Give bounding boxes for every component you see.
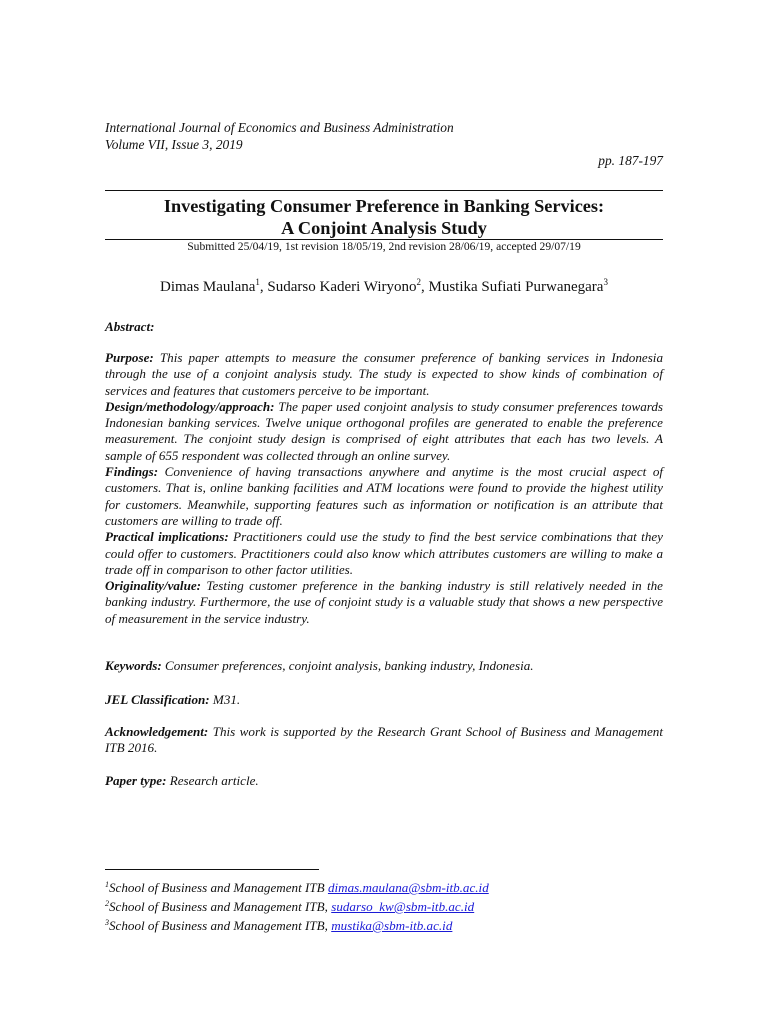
section-text: Convenience of having transactions anywhere and anytime is the most crucial aspect of customers. That is, online banking facilities and ATM locations were found to provide the highest utility for customers. Meanwhile, supporting features such as information or notification is an attribute that customers are willing to trade off.: [105, 464, 663, 528]
ack-label: Acknowledgement:: [105, 724, 209, 739]
page-range: pp. 187-197: [598, 153, 663, 168]
footnote-3: [105, 915, 489, 934]
jel-classification: [105, 692, 663, 708]
footnote-rule: [105, 869, 319, 870]
footnote-affiliation: School of Business and Management ITB: [109, 880, 328, 895]
abstract-design: [105, 399, 663, 464]
paper-type-text: Research article.: [166, 773, 259, 788]
section-label: Design/methodology/approach:: [105, 398, 275, 414]
jel-label: JEL Classification:: [105, 692, 210, 707]
footnote-2: [105, 896, 489, 915]
title-line-1: Investigating Consumer Preference in Banking Services:: [163, 196, 605, 216]
section-text: Testing customer preference in the banking industry is still relatively needed in the banking industry. Furthermore, the use of conjoint study is a valuable study that shows a new perspective of measurement in the service industry.: [105, 578, 663, 626]
author-affiliation-mark: 1: [255, 277, 260, 287]
title-top-rule: [105, 190, 663, 191]
acknowledgement: [105, 724, 663, 757]
footnotes: [105, 877, 489, 934]
footnote-mark: 3: [105, 918, 109, 927]
author-list: Dimas Maulana$^1$, Sudarso Kaderi Wiryono$^2$, Mustika Sufiati Purwanegara$^3$: [160, 277, 608, 295]
abstract-heading: Abstract:: [105, 319, 155, 334]
jel-text: M31.: [209, 692, 241, 707]
footnote-affiliation: School of Business and Management ITB,: [109, 899, 332, 914]
section-text: The paper used conjoint analysis to study consumer preferences towards Indonesian banking services. Twelve unique orthogonal profiles are generated to enable the preference measurement. The conjoint study design is comprised of eight attributes that each has two levels. A sample of 655 respondent was collected through an online survey.: [105, 398, 663, 463]
journal-name: International Journal of Economics and Business Administration: [105, 120, 454, 135]
email-link[interactable]: sudarso_kw@sbm-itb.ac.id: [331, 899, 475, 914]
section-text: This paper attempts to measure the consumer preference of banking services in Indonesia through the use of a conjoint analysis study. The study is expected to show kinds of combination of services and features that customers perceive to be important.: [105, 350, 663, 398]
footnote-1: [105, 877, 489, 896]
section-label: Practical implications:: [105, 529, 229, 545]
footnote-mark: 1: [105, 880, 109, 889]
paper-type: [105, 773, 663, 789]
author-name: Mustika Sufiati Purwanegara: [428, 279, 604, 295]
abstract-originality: [105, 578, 663, 627]
footnote-affiliation: School of Business and Management ITB,: [109, 918, 332, 933]
section-label: Findings:: [105, 464, 159, 480]
author-name: Dimas Maulana: [160, 279, 256, 295]
journal-volume: Volume VII, Issue 3, 2019: [105, 137, 243, 152]
submission-dates: Submitted 25/04/19, 1st revision 18/05/19, 2nd revision 28/06/19, accepted 29/07/19: [187, 240, 581, 253]
paper-title: [105, 195, 663, 239]
section-text: Practitioners could use the study to find the best service combinations that they could offer to customers. Practitioners could also know which attributes customers are willing to make a trade off in comparison to other factor utilities.: [105, 529, 663, 577]
abstract-findings: [105, 464, 663, 529]
section-label: Purpose:: [105, 350, 154, 365]
ack-text: This work is supported by the Research Grant School of Business and Management ITB 2016.: [105, 724, 663, 756]
footnote-mark: 2: [105, 899, 109, 908]
paper-type-label: Paper type:: [105, 773, 167, 788]
keywords: [105, 658, 663, 674]
journal-header: [105, 119, 454, 153]
section-label: Originality/value:: [105, 578, 202, 594]
email-link[interactable]: dimas.maulana@sbm-itb.ac.id: [327, 880, 489, 895]
keywords-label: Keywords:: [105, 658, 162, 673]
title-line-2: A Conjoint Analysis Study: [281, 218, 487, 238]
author-affiliation-mark: 2: [416, 277, 421, 287]
author-affiliation-mark: 3: [603, 277, 608, 287]
abstract-implications: [105, 529, 663, 578]
keywords-text: Consumer preferences, conjoint analysis, banking industry, Indonesia.: [161, 658, 534, 673]
author-name: Sudarso Kaderi Wiryono: [267, 279, 417, 295]
abstract-body: [105, 350, 663, 627]
abstract-purpose: [105, 350, 663, 399]
email-link[interactable]: mustika@sbm-itb.ac.id: [331, 918, 453, 933]
